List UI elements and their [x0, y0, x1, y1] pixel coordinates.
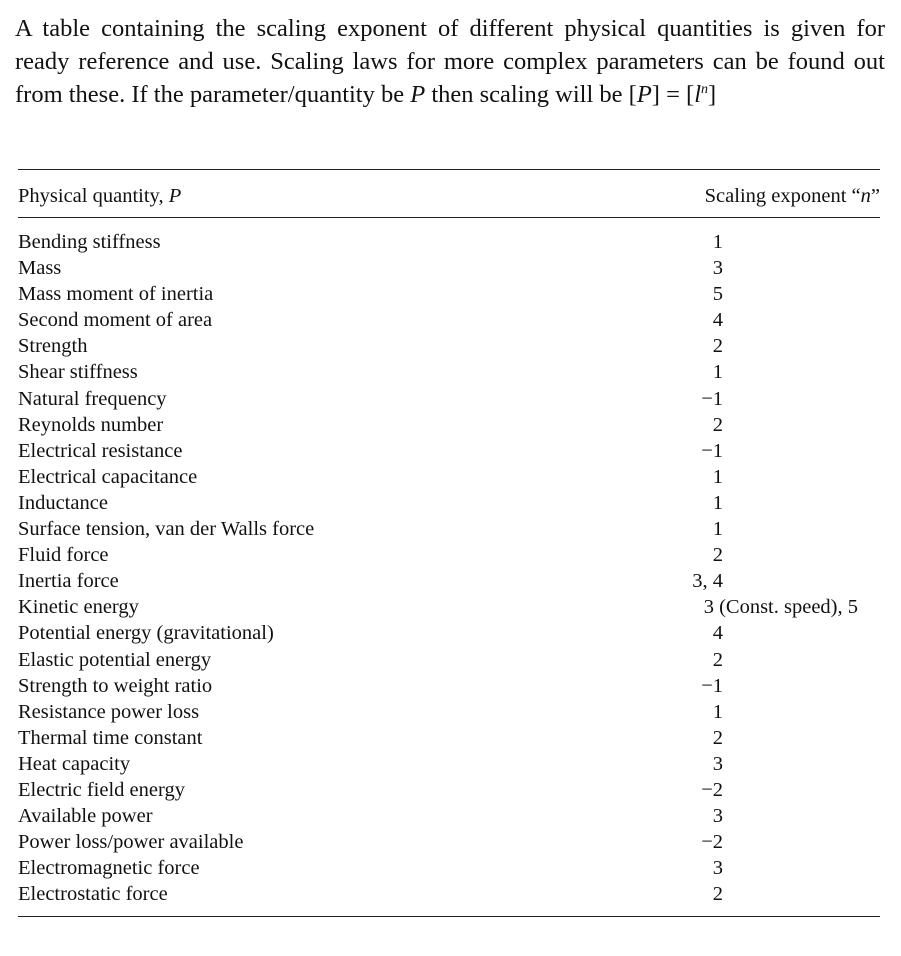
exponent-cell: 3 (Const. speed), 5	[703, 596, 858, 619]
intro-symbol-p: P	[410, 81, 426, 108]
intro-symbol-p-2: P	[636, 81, 652, 108]
header-scaling-exponent	[705, 185, 880, 208]
quantity-cell: Bending stiffness	[18, 231, 161, 253]
quantity-cell: Second moment of area	[18, 309, 213, 332]
header-quantity-symbol: P	[168, 185, 182, 207]
exponent-cell: 2	[712, 726, 723, 749]
quantity-cell: Potential energy (gravitational)	[18, 622, 274, 645]
table-row	[18, 568, 880, 594]
scaling-table	[18, 169, 880, 917]
table-row	[18, 881, 880, 907]
exponent-cell: −2	[701, 778, 723, 801]
table-row	[18, 490, 880, 516]
quantity-cell: Inductance	[18, 491, 108, 514]
quantity-cell: Shear stiffness	[18, 361, 138, 384]
table-row	[18, 673, 880, 699]
header-physical-quantity	[18, 185, 181, 208]
table-row	[18, 229, 880, 255]
quantity-cell: Strength to weight ratio	[18, 674, 213, 697]
exponent-cell: 1	[712, 361, 723, 384]
exponent-cell: 4	[712, 309, 723, 332]
table-row	[18, 438, 880, 464]
quantity-cell: Electrostatic force	[18, 883, 168, 906]
quantity-cell: Surface tension, van der Walls force	[18, 518, 315, 541]
quantity-cell: Power loss/power available	[18, 831, 244, 854]
exponent-cell: 1	[712, 231, 723, 253]
intro-text-1: A table containing the scaling exponent of different physical quantities is given for ready reference and use. Scaling laws for more complex parameters can be found out from these. If the parameter/quantity be	[15, 15, 885, 108]
table-row	[18, 307, 880, 333]
exponent-cell: −1	[701, 387, 723, 410]
exponent-cell: −1	[701, 439, 723, 462]
header-exponent-symbol: n	[860, 185, 871, 207]
exponent-cell: 1	[712, 700, 723, 723]
table-row	[18, 464, 880, 490]
quantity-cell: Electric field energy	[18, 778, 185, 801]
exponent-cell: 3	[712, 257, 723, 280]
quantity-cell: Strength	[18, 335, 88, 358]
table-body	[18, 218, 880, 916]
exponent-cell: 2	[712, 335, 723, 358]
quantity-cell: Thermal time constant	[18, 726, 203, 749]
table-row	[18, 542, 880, 568]
intro-text-3: ] = [	[651, 81, 695, 108]
intro-text-4: ]	[708, 81, 717, 108]
exponent-cell: −2	[701, 831, 723, 854]
table-row	[18, 751, 880, 777]
table-row	[18, 855, 880, 881]
exponent-cell: 1	[712, 518, 723, 541]
table-row	[18, 699, 880, 725]
quantity-cell: Electrical capacitance	[18, 465, 198, 488]
intro-base-l: l	[694, 81, 701, 108]
table-row	[18, 359, 880, 385]
intro-exponent-n: n	[701, 82, 708, 97]
table-row	[18, 829, 880, 855]
exponent-cell: 3	[712, 857, 723, 880]
exponent-cell: 1	[712, 465, 723, 488]
table-row	[18, 620, 880, 646]
quantity-cell: Kinetic energy	[18, 596, 139, 619]
exponent-cell: 5	[712, 283, 723, 306]
exponent-cell: 2	[712, 648, 723, 671]
table-row	[18, 777, 880, 803]
exponent-cell: 4	[712, 622, 723, 645]
table-row	[18, 281, 880, 307]
table-header-row	[18, 170, 880, 217]
quantity-cell: Inertia force	[18, 570, 119, 593]
quantity-cell: Reynolds number	[18, 413, 164, 436]
header-exponent-label: Scaling exponent “	[704, 185, 861, 207]
quantity-cell: Elastic potential energy	[18, 648, 212, 671]
exponent-cell: 3	[712, 805, 723, 828]
intro-text-2: then scaling will be [	[425, 81, 637, 108]
quantity-cell: Mass moment of inertia	[18, 283, 214, 306]
quantity-cell: Electromagnetic force	[18, 857, 200, 880]
quantity-cell: Heat capacity	[18, 752, 131, 775]
table-row	[18, 255, 880, 281]
quantity-cell: Natural frequency	[18, 387, 167, 410]
table-row	[18, 412, 880, 438]
table-row	[18, 803, 880, 829]
quantity-cell: Mass	[18, 257, 62, 280]
exponent-cell: −1	[701, 674, 723, 697]
exponent-cell: 2	[712, 544, 723, 567]
table-row	[18, 594, 880, 620]
table-row	[18, 516, 880, 542]
exponent-cell: 2	[712, 413, 723, 436]
exponent-cell: 2	[712, 883, 723, 906]
quantity-cell: Available power	[18, 805, 153, 828]
quantity-cell: Resistance power loss	[18, 700, 200, 723]
exponent-cell: 1	[712, 491, 723, 514]
table-row	[18, 725, 880, 751]
table-row	[18, 333, 880, 359]
header-exponent-close: ”	[870, 185, 880, 207]
quantity-cell: Electrical resistance	[18, 439, 183, 462]
intro-paragraph	[15, 12, 885, 111]
header-quantity-label: Physical quantity,	[18, 185, 169, 207]
table-row	[18, 386, 880, 412]
table-row	[18, 647, 880, 673]
table-bottom-rule	[18, 916, 880, 917]
exponent-cell: 3, 4	[692, 570, 723, 593]
exponent-cell: 3	[712, 752, 723, 775]
quantity-cell: Fluid force	[18, 544, 109, 567]
